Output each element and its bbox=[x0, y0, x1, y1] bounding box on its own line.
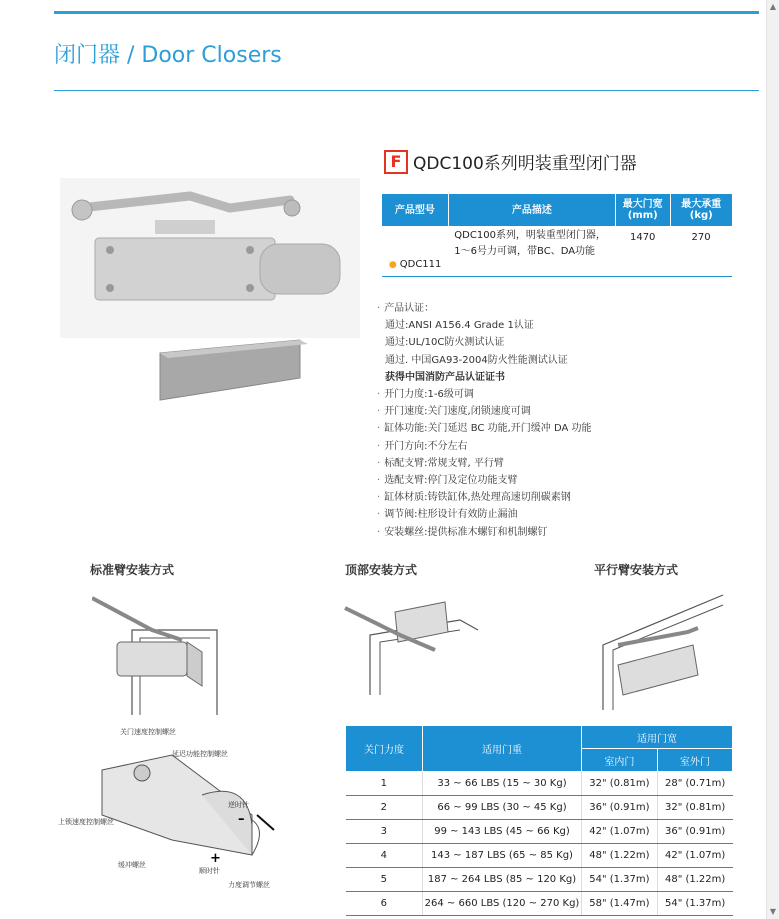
cell-force: 4 bbox=[346, 844, 423, 868]
feature-item bbox=[377, 489, 591, 506]
cell-weight: 264 ~ 660 LBS (120 ~ 270 Kg) bbox=[423, 892, 582, 916]
adjustment-diagram bbox=[52, 725, 342, 895]
minus-sign: – bbox=[238, 812, 245, 827]
bullet-dot: · bbox=[377, 457, 381, 469]
cell-weight: 66 ~ 99 LBS (30 ~ 45 Kg) bbox=[423, 796, 582, 820]
feature-text: 安装螺丝:提供标准木螺钉和机制螺钉 bbox=[384, 526, 548, 538]
feature-item bbox=[377, 300, 591, 317]
feature-item bbox=[377, 403, 591, 420]
door-closer-photo bbox=[60, 178, 360, 418]
feature-item bbox=[377, 317, 591, 334]
standard-arm-figure bbox=[92, 590, 227, 715]
feature-item bbox=[377, 455, 591, 472]
feature-item bbox=[377, 352, 591, 369]
feature-item bbox=[377, 369, 591, 386]
feature-text: 缸体功能:关门延迟 BC 功能,开门缓冲 DA 功能 bbox=[384, 423, 592, 435]
table-row bbox=[346, 796, 733, 820]
cell-weight: 33 ~ 66 LBS (15 ~ 30 Kg) bbox=[423, 772, 582, 796]
bullet-dot: · bbox=[377, 303, 381, 314]
table-row bbox=[346, 892, 733, 916]
feature-item bbox=[377, 524, 591, 541]
cell-force: 1 bbox=[346, 772, 423, 796]
spec-table-row bbox=[382, 226, 732, 277]
table-row bbox=[346, 820, 733, 844]
desc-cell: QDC100系列，明装重型闭门器， 1～6号力可调，带BC、DA功能 bbox=[448, 226, 615, 277]
feature-text: 标配支臂:常规支臂, 平行臂 bbox=[384, 457, 504, 469]
bullet-dot: · bbox=[377, 406, 381, 418]
cell-out: 36" (0.91m) bbox=[657, 820, 732, 844]
bullet-dot: · bbox=[377, 509, 381, 521]
bullet-dot: · bbox=[377, 475, 381, 487]
width-cell: 1470 bbox=[615, 226, 670, 277]
label-counterclockwise: 逆时针 bbox=[228, 801, 249, 809]
label-closing-speed: 关门速度控制螺丝 bbox=[120, 728, 176, 736]
cell-force: 3 bbox=[346, 820, 423, 844]
feature-item bbox=[377, 438, 591, 455]
cell-out: 32" (0.81m) bbox=[657, 796, 732, 820]
feature-text: 开门力度:1-6级可调 bbox=[384, 389, 474, 401]
top-rule bbox=[54, 11, 759, 14]
cell-in: 32" (0.81m) bbox=[582, 772, 658, 796]
section-top-mount: 顶部安装方式 bbox=[345, 563, 418, 577]
model-cell: QDC111 bbox=[399, 259, 442, 270]
col-model: 产品型号 bbox=[382, 194, 448, 226]
label-backcheck: 缓冲螺丝 bbox=[118, 861, 146, 869]
col-outdoor: 室外门 bbox=[657, 749, 732, 772]
install-header-1 bbox=[346, 726, 733, 749]
brand-mark: F bbox=[384, 150, 408, 174]
cell-in: 42" (1.07m) bbox=[582, 820, 658, 844]
feature-item bbox=[377, 472, 591, 489]
scroll-up-icon[interactable]: ▲ bbox=[769, 2, 777, 11]
vertical-scrollbar[interactable] bbox=[766, 0, 779, 919]
col-force: 关门力度 bbox=[346, 726, 423, 772]
bullet-dot: · bbox=[377, 492, 381, 504]
feature-text: 缸体材质:铸铁缸体,热处理高速切削碳素钢 bbox=[384, 492, 571, 504]
section-parallel-arm: 平行臂安装方式 bbox=[594, 563, 679, 577]
cell-force: 2 bbox=[346, 796, 423, 820]
feature-text: 通过:ANSI A156.4 Grade 1认证 bbox=[385, 320, 534, 332]
cell-in: 48" (1.22m) bbox=[582, 844, 658, 868]
cell-out: 28" (0.71m) bbox=[657, 772, 732, 796]
cell-force: 6 bbox=[346, 892, 423, 916]
cell-weight: 187 ~ 264 LBS (85 ~ 120 Kg) bbox=[423, 868, 582, 892]
bullet-dot: · bbox=[377, 423, 381, 435]
label-clockwise: 顺时针 bbox=[199, 867, 220, 875]
load-cell: 270 bbox=[670, 226, 732, 277]
feature-item bbox=[377, 386, 591, 403]
feature-text: 开门方向:不分左右 bbox=[384, 440, 468, 452]
bullet-dot: · bbox=[377, 526, 381, 538]
product-title: QDC100系列明装重型闭门器 bbox=[413, 154, 637, 174]
feature-text: 调节阀:柱形设计有效防止漏油 bbox=[384, 509, 518, 521]
scroll-down-icon[interactable]: ▼ bbox=[769, 907, 777, 916]
cell-out: 48" (1.22m) bbox=[657, 868, 732, 892]
col-width: 最大门宽 (mm) bbox=[615, 194, 670, 226]
spec-table-header bbox=[382, 194, 732, 226]
cell-weight: 143 ~ 187 LBS (65 ~ 85 Kg) bbox=[423, 844, 582, 868]
section-standard-arm: 标准臂安装方式 bbox=[90, 563, 175, 577]
cell-out: 42" (1.07m) bbox=[657, 844, 732, 868]
plus-sign: + bbox=[210, 851, 221, 866]
feature-text: 获得中国消防产品认证证书 bbox=[385, 371, 505, 383]
col-weight: 适用门重 bbox=[423, 726, 582, 772]
col-width-group: 适用门宽 bbox=[582, 726, 733, 749]
cell-force: 5 bbox=[346, 868, 423, 892]
feature-text: 开门速度:关门速度,闭锁速度可调 bbox=[384, 406, 531, 418]
col-indoor: 室内门 bbox=[582, 749, 658, 772]
feature-item bbox=[377, 506, 591, 523]
cell-in: 36" (0.91m) bbox=[582, 796, 658, 820]
bullet-dot: ● bbox=[388, 260, 397, 270]
feature-text: 通过. 中国GA93-2004防火性能测试认证 bbox=[385, 354, 568, 366]
title-rule bbox=[54, 90, 759, 91]
table-row bbox=[346, 772, 733, 796]
cell-in: 58" (1.47m) bbox=[582, 892, 658, 916]
parallel-arm-figure bbox=[598, 590, 738, 710]
top-mount-figure bbox=[340, 600, 480, 695]
cell-out: 54" (1.37m) bbox=[657, 892, 732, 916]
cell-weight: 99 ~ 143 LBS (45 ~ 66 Kg) bbox=[423, 820, 582, 844]
label-delay: 延迟功能控制螺丝 bbox=[172, 750, 228, 758]
bullet-dot: · bbox=[377, 389, 381, 401]
col-load: 最大承重 (kg) bbox=[670, 194, 732, 226]
spec-table bbox=[382, 194, 732, 277]
install-table bbox=[345, 725, 733, 916]
feature-text: 选配支臂:停门及定位功能支臂 bbox=[384, 475, 518, 487]
page-title: 闭门器 / Door Closers bbox=[54, 43, 282, 68]
feature-text: 通过:UL/10C防火测试认证 bbox=[385, 337, 505, 349]
bullet-dot: · bbox=[377, 440, 381, 452]
table-row bbox=[346, 868, 733, 892]
col-desc: 产品描述 bbox=[448, 194, 615, 226]
feature-list bbox=[377, 300, 591, 541]
feature-item bbox=[377, 420, 591, 437]
table-row bbox=[346, 844, 733, 868]
label-latch-speed: 上锁速度控制螺丝 bbox=[58, 818, 114, 826]
feature-text: 产品认证： bbox=[384, 303, 435, 314]
feature-item bbox=[377, 334, 591, 351]
label-force: 力度调节螺丝 bbox=[228, 881, 270, 889]
cell-in: 54" (1.37m) bbox=[582, 868, 658, 892]
